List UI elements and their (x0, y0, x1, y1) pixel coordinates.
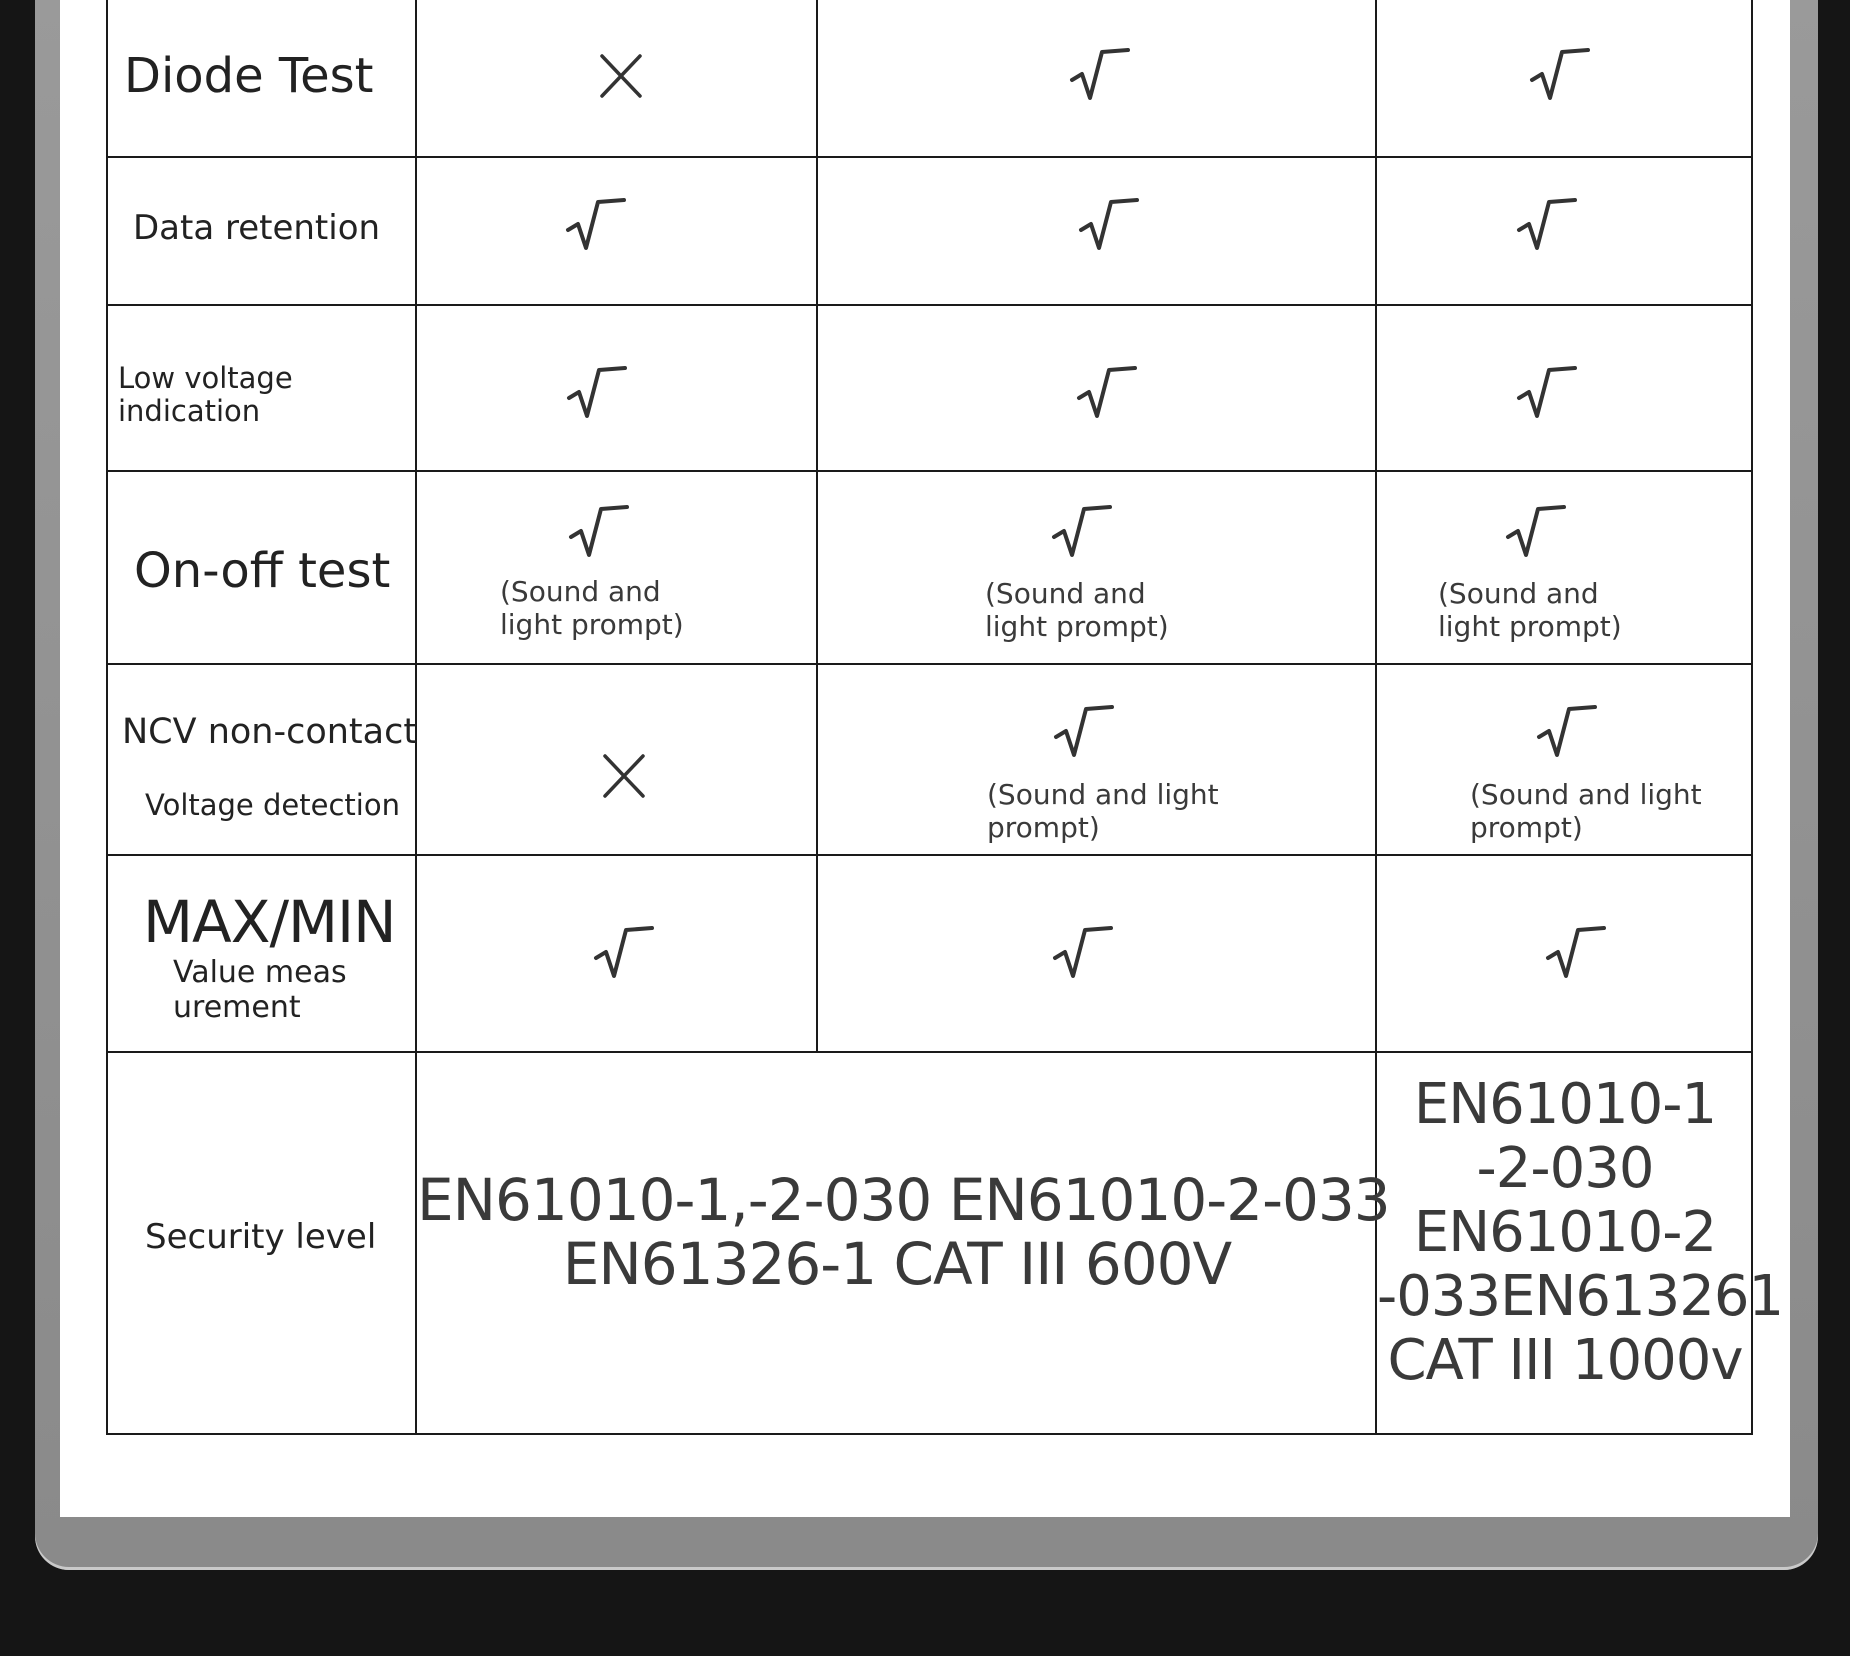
cross-icon (586, 48, 656, 108)
row-divider (106, 156, 1753, 158)
row-divider (106, 854, 1753, 856)
check-icon (590, 924, 660, 984)
row-label-low-voltage: Low voltage indication (118, 361, 293, 428)
sound-light-note: (Sound and light prompt) (500, 575, 684, 641)
check-icon (1533, 703, 1603, 763)
row-label-security-level: Security level (145, 1217, 377, 1257)
check-icon (1075, 196, 1145, 256)
check-icon (1526, 46, 1596, 106)
sound-light-note: (Sound and light prompt) (985, 577, 1169, 643)
check-icon (1513, 364, 1583, 424)
check-icon (1502, 503, 1572, 563)
comparison-table (60, 0, 1790, 1470)
check-icon (1073, 364, 1143, 424)
security-standard-600v: EN61010-1,-2-030 EN61010-2-033 EN61326-1 CAT III 600V (417, 1166, 1390, 1298)
row-label-max-min-sub: Value meas urement (173, 955, 347, 1025)
row-divider (106, 1051, 1753, 1053)
sound-light-note: (Sound and light prompt) (987, 778, 1219, 844)
check-icon (1066, 46, 1136, 106)
check-icon (1049, 924, 1119, 984)
row-divider (106, 304, 1753, 306)
row-label-on-off-test: On-off test (134, 543, 391, 599)
table-border-left (106, 0, 108, 1435)
column-divider (816, 0, 818, 1053)
row-divider (106, 663, 1753, 665)
row-label-ncv-sub: Voltage detection (145, 788, 400, 822)
check-icon (1513, 196, 1583, 256)
row-label-max-min: MAX/MIN (143, 888, 396, 956)
row-divider (106, 1433, 1753, 1435)
check-icon (1542, 924, 1612, 984)
spec-sheet (60, 0, 1790, 1517)
check-icon (1050, 703, 1120, 763)
check-icon (562, 196, 632, 256)
security-standard-1000v: EN61010-1 -2-030 EN61010-2 -033EN613261 CAT III 1000v (1377, 1072, 1784, 1393)
check-icon (565, 503, 635, 563)
check-icon (1048, 503, 1118, 563)
sound-light-note: (Sound and light prompt) (1438, 577, 1622, 643)
sound-light-note: (Sound and light prompt) (1470, 778, 1702, 844)
row-label-diode-test: Diode Test (124, 48, 374, 104)
row-label-data-retention: Data retention (133, 208, 381, 248)
cross-icon (589, 748, 659, 808)
check-icon (563, 364, 633, 424)
row-label-ncv: NCV non-contact (122, 712, 418, 752)
row-divider (106, 470, 1753, 472)
